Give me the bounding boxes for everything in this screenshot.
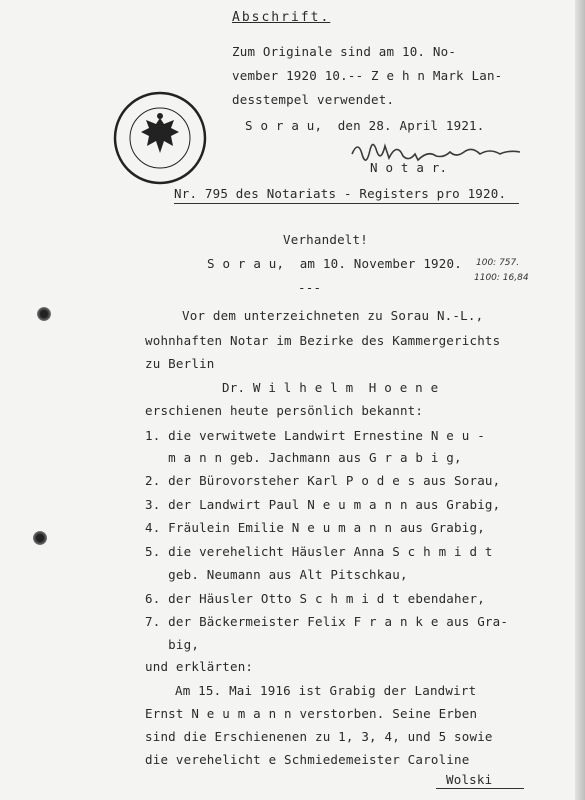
closing-line-5: die verehelicht e Schmiedemeister Caroline	[145, 752, 470, 767]
body-line-4: Dr. W i l h e l m H o e n e	[222, 380, 439, 395]
document-title: Abschrift.	[232, 10, 331, 25]
person-line-8: 6. der Häusler Otto S c h m i d t ebendaher,	[145, 591, 485, 606]
page-edge-shadow	[575, 0, 585, 800]
person-line-5: 4. Fräulein Emilie N e u m a n n aus Grabig,	[145, 520, 485, 535]
closing-line-4: sind die Erschienenen zu 1, 3, 4, und 5 sowie	[145, 729, 493, 744]
body-line-2: wohnhaften Notar im Bezirke des Kammergerichts	[145, 333, 501, 348]
deed-heading: Verhandelt!	[283, 232, 368, 247]
register-line: Nr. 795 des Notariats - Registers pro 1920.	[174, 186, 507, 201]
body-line-5: erschienen heute persönlich bekannt:	[145, 403, 424, 418]
closing-line-6: Wolski	[446, 772, 493, 787]
margin-note-2: 1100: 16,84	[474, 273, 529, 283]
person-line-9: 7. der Bäckermeister Felix F r a n k e aus Gra-	[145, 614, 509, 629]
header-place-date: S o r a u, den 28. April 1921.	[245, 118, 485, 133]
person-line-4: 3. der Landwirt Paul N e u m a n n aus Grabig,	[145, 497, 501, 512]
register-underline	[174, 203, 519, 204]
closing-line-3: Ernst N e u m a n n verstorben. Seine Erben	[145, 706, 478, 721]
person-line-3: 2. der Bürovorsteher Karl P o d e s aus Sorau,	[145, 473, 501, 488]
notary-seal-stamp	[112, 90, 208, 186]
closing-line-2: Am 15. Mai 1916 ist Grabig der Landwirt	[175, 683, 477, 698]
fee-line-1: Zum Originale sind am 10. No-	[232, 44, 457, 59]
fee-line-2: vember 1920 10.-- Z e h n Mark Lan-	[232, 68, 503, 83]
person-line-2: m a n n geb. Jachmann aus G r a b i g,	[145, 450, 462, 465]
deed-separator: ---	[298, 280, 322, 295]
punch-hole-top	[37, 307, 51, 321]
fee-line-3: desstempel verwendet.	[232, 92, 395, 107]
page-bottom-rule	[436, 788, 524, 789]
person-line-1: 1. die verwitwete Landwirt Ernestine N e u -	[145, 428, 485, 443]
person-line-7: geb. Neumann aus Alt Pitschkau,	[145, 567, 408, 582]
margin-note-1: 100: 757.	[476, 258, 520, 268]
person-line-6: 5. die verehelicht Häusler Anna S c h m i d t	[145, 544, 493, 559]
punch-hole-bottom	[33, 531, 47, 545]
person-line-10: big,	[145, 637, 200, 652]
notar-label: N o t a r.	[370, 160, 448, 175]
closing-line-1: und erklärten:	[145, 659, 254, 674]
body-line-3: zu Berlin	[145, 356, 215, 371]
deed-place-date: S o r a u, am 10. November 1920.	[207, 256, 462, 271]
body-line-1: Vor dem unterzeichneten zu Sorau N.-L.,	[182, 308, 484, 323]
